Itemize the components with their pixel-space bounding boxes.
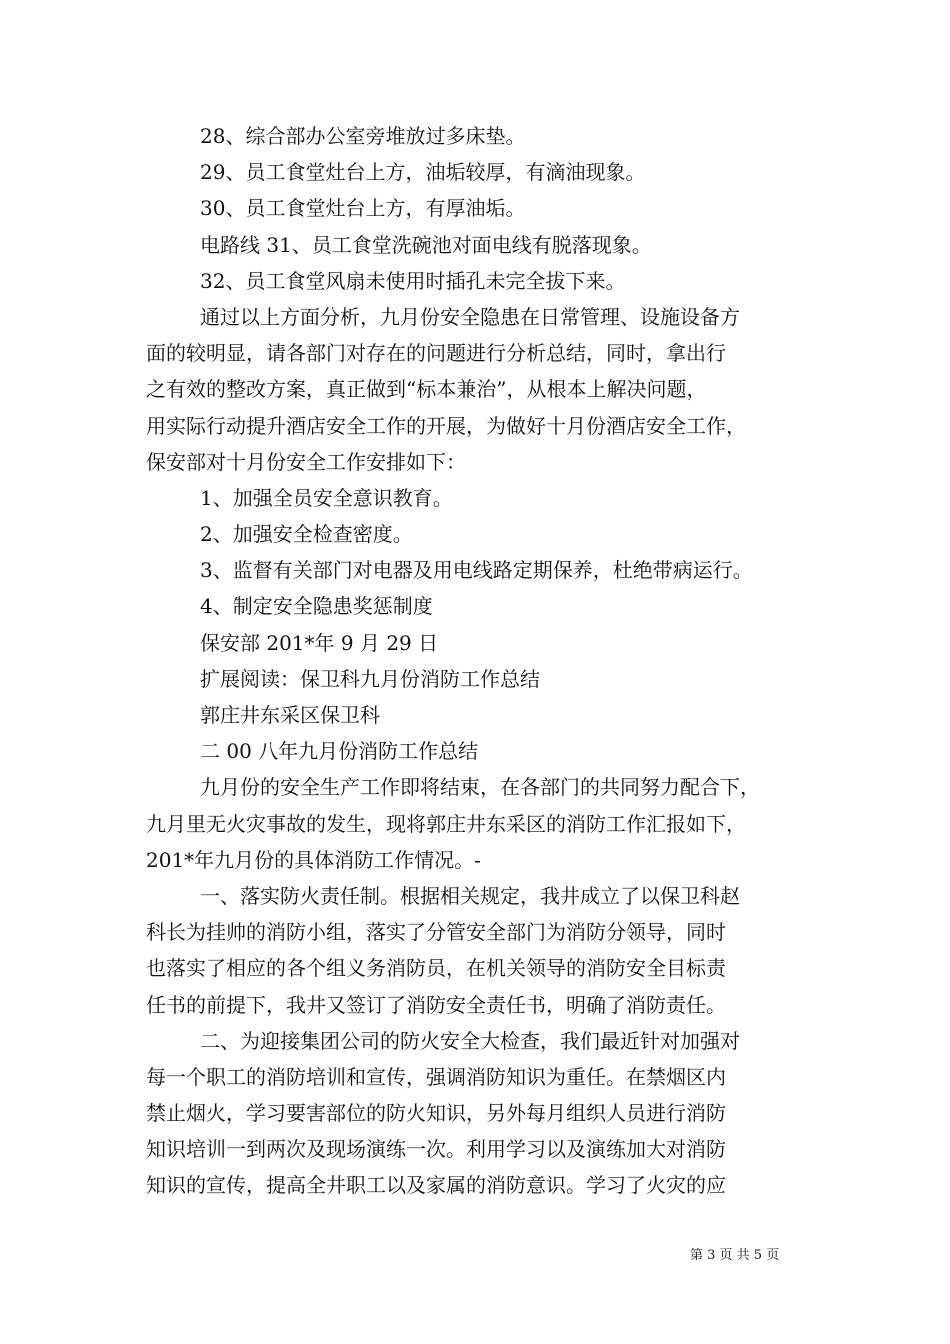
text-line: 二 00 八年九月份消防工作总结: [200, 739, 479, 764]
text-line: 科长为挂帅的消防小组，落实了分管安全部门为消防分领导，同时: [146, 920, 726, 945]
text-line: 用实际行动提升酒店安全工作的开展，为做好十月份酒店安全工作，: [146, 413, 746, 438]
text-line: 九月份的安全生产工作即将结束，在各部门的共同努力配合下，: [200, 775, 760, 800]
text-line: 29、员工食堂灶台上方，油垢较厚，有滴油现象。: [200, 160, 646, 185]
text-line: 4、制定安全隐患奖惩制度: [200, 594, 433, 619]
text-line: 郭庄井东采区保卫科: [200, 703, 380, 727]
text-line: 3、监督有关部门对电器及用电线路定期保养，杜绝带病运行。: [200, 558, 753, 583]
text-line: 知识培训一到两次及现场演练一次。利用学习以及演练加大对消防: [146, 1137, 726, 1162]
text-line: 2、加强安全检查密度。: [200, 522, 413, 547]
text-line: 电路线 31、员工食堂洗碗池对面电线有脱落现象。: [200, 232, 652, 257]
document-body: [146, 118, 806, 1204]
text-line: 32、员工食堂风扇未使用时插孔未完全拔下来。: [200, 268, 626, 293]
text-line: 201*年九月份的具体消防工作情况。-: [146, 847, 481, 872]
text-line: 28、综合部办公室旁堆放过多床垫。: [200, 124, 526, 148]
text-line: 保安部 201*年 9 月 29 日: [200, 630, 439, 655]
text-line: 面的较明显，请各部门对存在的问题进行分析总结，同时，拿出行: [146, 341, 726, 366]
text-line: 一、落实防火责任制。根据相关规定，我井成立了以保卫科赵: [200, 883, 740, 908]
text-line: 也落实了相应的各个组义务消防员，在机关领导的消防安全目标责: [146, 956, 726, 981]
text-line: 每一个职工的消防培训和宣传，强调消防知识为重任。在禁烟区内: [146, 1064, 726, 1089]
text-line: 扩展阅读：保卫科九月份消防工作总结: [200, 666, 540, 691]
page-number-footer: 第 3 页 共 5 页: [690, 1248, 780, 1263]
text-line: 禁止烟火，学习要害部位的防火知识，另外每月组织人员进行消防: [146, 1101, 726, 1126]
text-line: 任书的前提下，我井又签订了消防安全责任书，明确了消防责任。: [146, 992, 726, 1017]
text-line: 保安部对十月份安全工作安排如下：: [146, 449, 466, 474]
text-line: 九月里无火灾事故的发生，现将郭庄井东采区的消防工作汇报如下，: [146, 811, 746, 836]
text-line: 知识的宣传，提高全井职工以及家属的消防意识。学习了火灾的应: [146, 1173, 726, 1198]
text-line: 1、加强全员安全意识教育。: [200, 485, 453, 510]
text-line: 二、为迎接集团公司的防火安全大检查，我们最近针对加强对: [200, 1028, 740, 1053]
text-line: 之有效的整改方案，真正做到“标本兼治”，从根本上解决问题，: [146, 377, 707, 402]
text-line: 通过以上方面分析，九月份安全隐患在日常管理、设施设备方: [200, 304, 740, 329]
text-line: 30、员工食堂灶台上方，有厚油垢。: [200, 196, 526, 221]
